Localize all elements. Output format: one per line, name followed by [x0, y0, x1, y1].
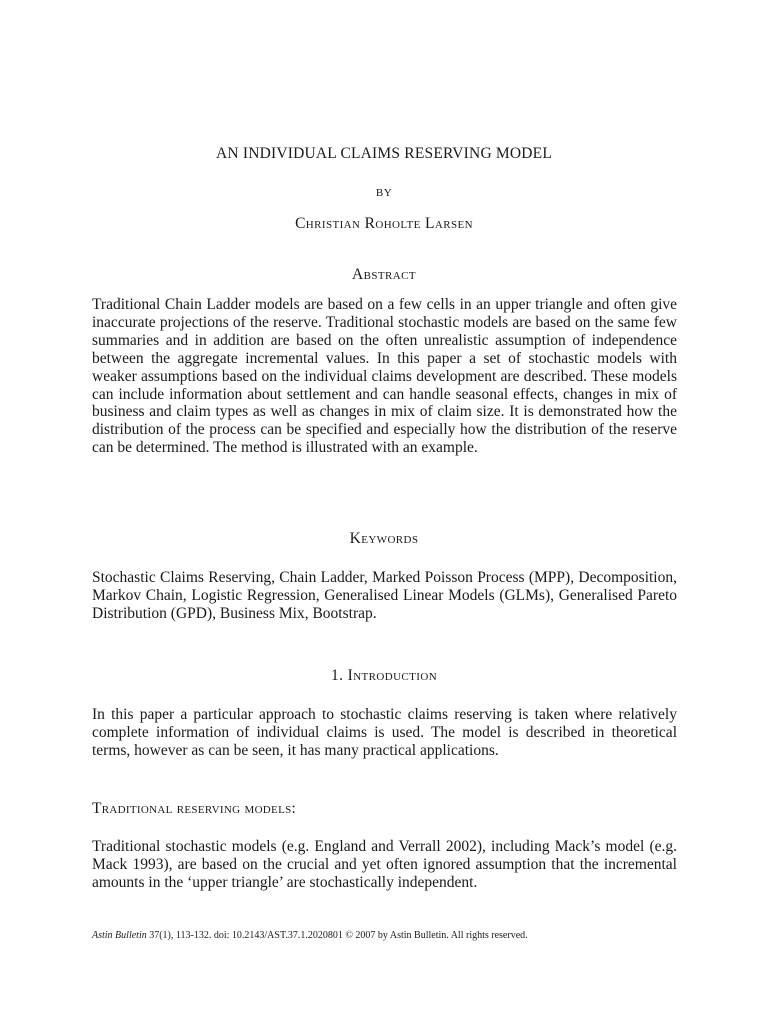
keywords-heading: Keywords	[349, 530, 419, 547]
traditional-models-heading: Traditional reserving models:	[92, 800, 297, 817]
citation-footer	[92, 930, 528, 941]
traditional-models-text: Traditional stochastic models (e.g. England and Verrall 2002), including Mack’s model (e.g. Mack 1993), are based on the crucial and yet often ignored assumption that the incremental amounts in the ‘upper triangle’ are stochastically independent.	[92, 838, 677, 891]
keywords-text: Stochastic Claims Reserving, Chain Ladder, Marked Poisson Process (MPP), Decomposition, Markov Chain, Logistic Regression, Generalised Linear Models (GLMs), Generalised Pareto Distribution (GPD), Business Mix, Bootstrap.	[92, 569, 677, 622]
paper-title: AN INDIVIDUAL CLAIMS RESERVING MODEL	[215, 145, 553, 162]
abstract-text: Traditional Chain Ladder models are based on a few cells in an upper triangle and often give inaccurate projections of the reserve. Traditional stochastic models are based on the same few summaries and in addition are based on the often unrealistic assumption of independence between the aggregate incremental values. In this paper a set of stochastic models with weaker assumptions based on the individual claims development are described. These models can include information about settlement and can handle seasonal effects, changes in mix of business and claim types as well as changes in mix of claim size. It is demonstrated how the distribution of the process can be specified and especially how the distribution of the reserve can be determined. The method is illustrated with an example.	[92, 296, 677, 457]
abstract-heading: Abstract	[352, 266, 416, 283]
author-name: Christian Roholte Larsen	[295, 215, 473, 232]
journal-name: Astin Bulletin	[92, 930, 147, 941]
citation-details: 37(1), 113-132. doi: 10.2143/AST.37.1.2020801 © 2007 by Astin Bulletin. All rights reserved.	[146, 930, 528, 941]
byline-by: BY	[375, 187, 393, 199]
introduction-text: In this paper a particular approach to stochastic claims reserving is taken where relatively complete information of individual claims is used. The model is described in theoretical terms, however as can be seen, it has many practical applications.	[92, 706, 677, 759]
introduction-heading: 1. Introduction	[330, 667, 438, 684]
